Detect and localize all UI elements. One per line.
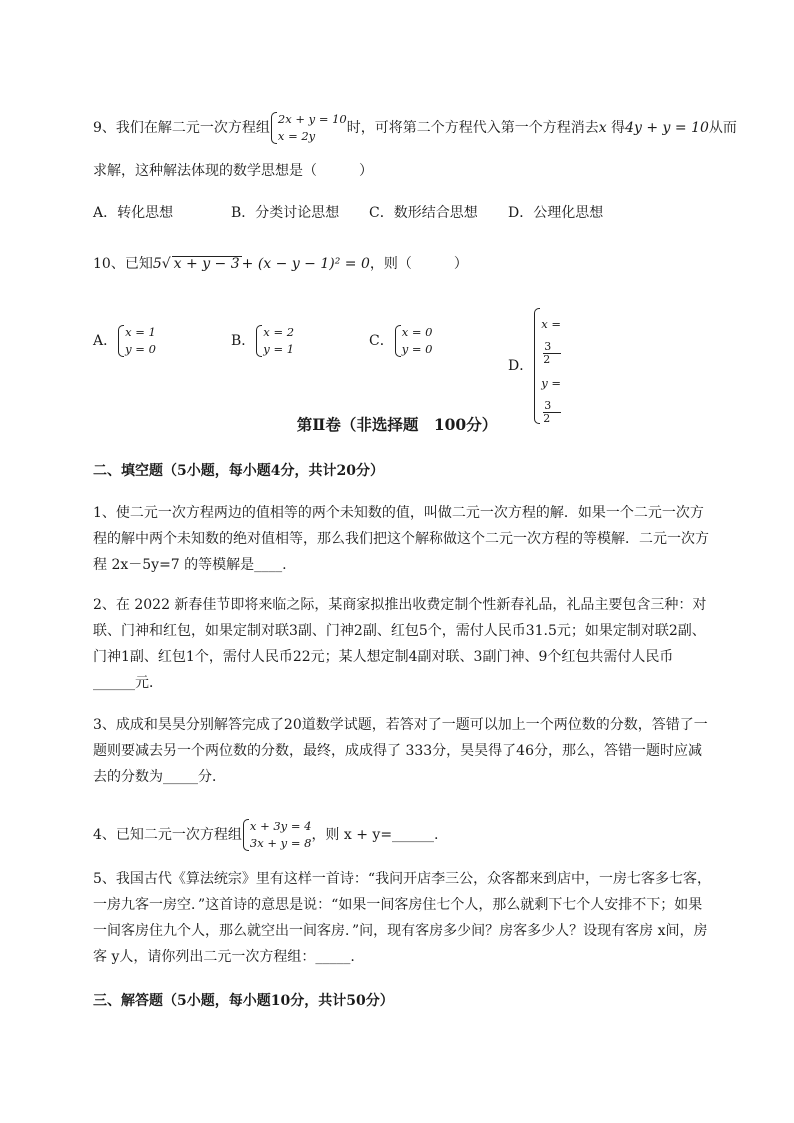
- q9-suffix: 从而: [708, 120, 737, 136]
- part2-title: 第Ⅱ卷（非选择题 100分）: [296, 415, 498, 434]
- q9-option-d: D．公理化思想: [508, 205, 604, 221]
- q4-equation-system: [242, 818, 312, 852]
- section3-title: 三、解答题（5小题，每小题10分，共计50分）: [93, 993, 394, 1009]
- fill-question-5: 5、我国古代《算法统宗》里有这样一首诗：“我问开店李三公，众客都来到店中，一房七客多七客，一房九客一房空．”这首诗的意思是说：“如果一间客房住七个人，那么就剩下七个人安排不下；如果一间客房住九个人，那么就空出一间客房．”问，现有客房多少间？房客多少人？设现有客房 x间，房客 y人，请你列出二元一次方程组：_____.: [93, 871, 712, 965]
- q10-d-num2: 3: [543, 400, 561, 413]
- q10-option-d: [508, 307, 561, 425]
- q10-coef: 5: [152, 256, 162, 272]
- q9-eq1: 2x + y = 10: [277, 112, 347, 126]
- q10-d-den2: 2: [543, 412, 551, 425]
- q10-c-eq1: x = 0: [401, 325, 433, 339]
- q10-option-c-system: [394, 324, 433, 358]
- q9-var: x: [598, 120, 607, 136]
- q9-mid2: 得: [611, 120, 626, 136]
- q4-eq2: 3x + y = 8: [249, 836, 312, 850]
- q10-radicand: x + y − 3: [173, 256, 240, 272]
- q10-c-eq2: y = 0: [401, 342, 433, 356]
- q9-mid: 时，可将第二个方程代入第一个方程消去: [346, 120, 599, 136]
- q9-prefix: 9、我们在解二元一次方程组: [93, 120, 270, 136]
- q10-option-d-label: D．: [508, 358, 534, 374]
- q10-b-eq1: x = 2: [263, 325, 295, 339]
- q9-equation-system: [270, 111, 347, 145]
- q4-suffix: ，则 x + y=______.: [311, 827, 439, 843]
- q4-eq1: x + 3y = 4: [249, 819, 312, 833]
- q10-option-c-label: C．: [369, 333, 394, 349]
- q10-rest: + (x − y − 1)² = 0: [241, 256, 370, 272]
- q10-suffix: ，则（ ）: [369, 256, 468, 272]
- q10-d-lhs1: x =: [541, 317, 562, 331]
- q10-a-eq2: y = 0: [125, 342, 156, 356]
- q9-result: 4y + y = 10: [625, 120, 709, 136]
- q10-d-den1: 2: [543, 353, 551, 366]
- q10-option-d-system: [533, 307, 561, 425]
- q10-option-b-label: B．: [231, 333, 256, 349]
- q9-line2: 求解，这种解法体现的数学思想是（ ）: [93, 163, 373, 179]
- q9-option-c: C．数形结合思想: [369, 205, 478, 221]
- q10-prefix: 10、已知: [93, 256, 153, 272]
- q9-eq2: x = 2y: [277, 129, 316, 143]
- q10-option-c: [369, 324, 432, 358]
- q10-d-frac1: [543, 341, 561, 366]
- q10-option-b-system: [255, 324, 294, 358]
- question-9: [93, 111, 737, 145]
- q10-a-eq1: x = 1: [125, 325, 156, 339]
- question-10: 10、已知5√ x + y − 3 + (x − y − 1)² = 0，则（ ）: [93, 256, 468, 272]
- q10-d-lhs2: y =: [541, 376, 562, 390]
- q4-prefix: 4、已知二元一次方程组: [93, 827, 242, 843]
- fill-question-4: [93, 818, 439, 852]
- q10-d-num1: 3: [543, 341, 561, 354]
- q10-option-b: [231, 324, 294, 358]
- fill-question-3: 3、成成和昊昊分别解答完成了20道数学试题，若答对了一题可以加上一个两位数的分数，答错了一题则要减去另一个两位数的分数，最终，成成得了 333分，昊昊得了46分，那么，答错一题时应减去的分数为_____分．: [93, 717, 708, 785]
- q10-b-eq2: y = 1: [263, 342, 295, 356]
- q9-option-a: A．转化思想: [93, 205, 174, 221]
- fill-question-2: 2、在 2022 新春佳节即将来临之际，某商家拟推出收费定制个性新春礼品，礼品主要包含三种：对联、门神和红包，如果定制对联3副、门神2副、红包5个，需付人民币31.5元；如果定制对联2副、门神1副、红包1个，需付人民币22元；某人想定制4副对联、3副门神、9个红包共需付人民币______元．: [93, 597, 707, 691]
- q10-option-a-label: A．: [93, 333, 118, 349]
- section2-title: 二、填空题（5小题，每小题4分，共计20分）: [93, 463, 384, 479]
- q9-option-b: B．分类讨论思想: [231, 205, 340, 221]
- fill-question-1: 1、使二元一次方程两边的值相等的两个未知数的值，叫做二元一次方程的解．如果一个二元一次方程的解中两个未知数的绝对值相等，那么我们把这个解称做这个二元一次方程的等模解．二元一次方程 2x－5y=7 的等模解是____.: [93, 505, 709, 573]
- q10-option-a-system: [117, 324, 156, 358]
- q10-option-a: [93, 324, 156, 358]
